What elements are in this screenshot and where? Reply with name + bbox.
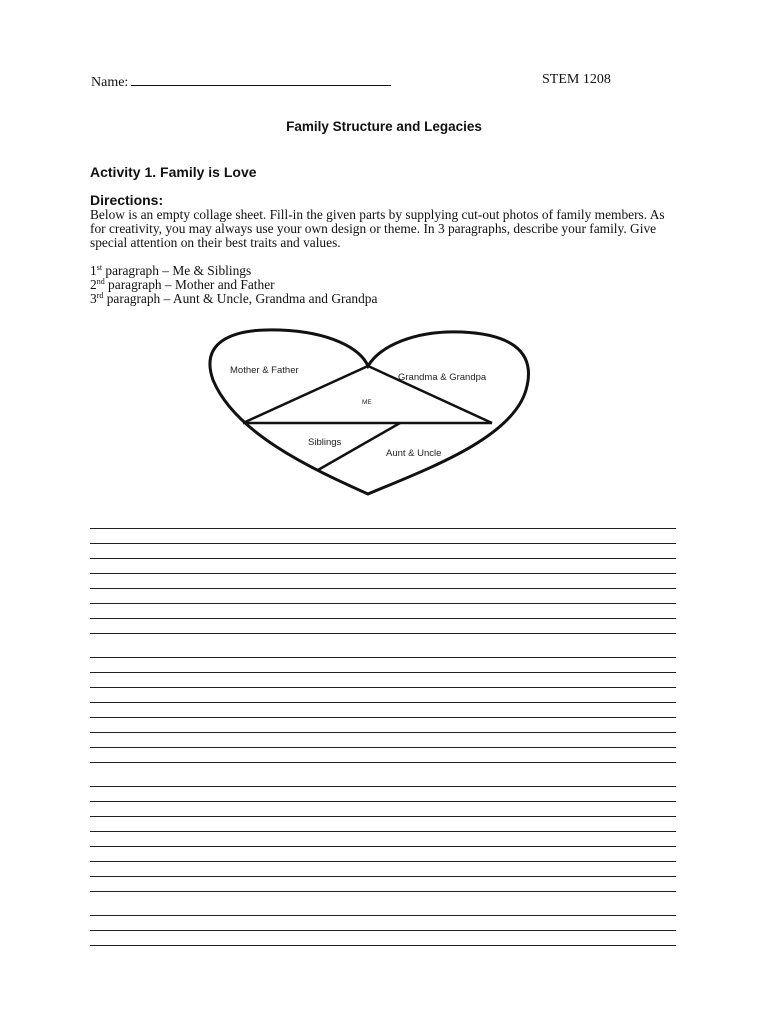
grandma-grandpa-label: Grandma & Grandpa — [398, 372, 487, 383]
writing-line[interactable] — [90, 747, 676, 748]
writing-line[interactable] — [90, 861, 676, 862]
mother-father-label: Mother & Father — [230, 365, 299, 376]
writing-line[interactable] — [90, 702, 676, 703]
writing-line[interactable] — [90, 558, 676, 559]
writing-line[interactable] — [90, 573, 676, 574]
writing-line[interactable] — [90, 528, 676, 529]
writing-line[interactable] — [90, 876, 676, 877]
writing-line[interactable] — [90, 672, 676, 673]
activity-title: Activity 1. Family is Love — [90, 164, 257, 180]
aunt-uncle-label: Aunt & Uncle — [386, 448, 442, 459]
heart-outline — [210, 330, 529, 494]
writing-line[interactable] — [90, 543, 676, 544]
name-label: Name: — [91, 75, 129, 90]
writing-line[interactable] — [90, 846, 676, 847]
paragraph-instruction-3: 3rd paragraph – Aunt & Uncle, Grandma and Grandpa — [90, 291, 378, 306]
writing-line[interactable] — [90, 801, 676, 802]
writing-line[interactable] — [90, 831, 676, 832]
writing-line[interactable] — [90, 891, 676, 892]
paragraph-instruction-2: 2nd paragraph – Mother and Father — [90, 277, 275, 292]
writing-line[interactable] — [90, 618, 676, 619]
writing-line[interactable] — [90, 762, 676, 763]
writing-line[interactable] — [90, 657, 676, 658]
writing-line[interactable] — [90, 603, 676, 604]
siblings-label: Siblings — [308, 437, 342, 448]
writing-line[interactable] — [90, 633, 676, 634]
name-blank-line[interactable] — [131, 72, 391, 86]
directions-text: Below is an empty collage sheet. Fill-in the given parts by supplying cut-out photos of family members. As for creativity, you may always use your own design or theme. In 3 paragraphs, describe your family. Give special attention on their best traits and values. — [90, 207, 665, 250]
course-code: STEM 1208 — [542, 72, 611, 87]
paragraph-instruction-1: 1st paragraph – Me & Siblings — [90, 263, 252, 278]
writing-line[interactable] — [90, 945, 676, 946]
writing-line[interactable] — [90, 732, 676, 733]
writing-line[interactable] — [90, 786, 676, 787]
writing-line[interactable] — [90, 717, 676, 718]
writing-line[interactable] — [90, 588, 676, 589]
writing-line[interactable] — [90, 930, 676, 931]
writing-line[interactable] — [90, 687, 676, 688]
name-field — [91, 72, 391, 91]
writing-line[interactable] — [90, 816, 676, 817]
directions-heading: Directions: — [90, 192, 164, 208]
me-label: ME — [362, 399, 372, 406]
writing-line[interactable] — [90, 915, 676, 916]
family-heart-diagram — [200, 318, 540, 508]
page-title: Family Structure and Legacies — [286, 119, 482, 134]
